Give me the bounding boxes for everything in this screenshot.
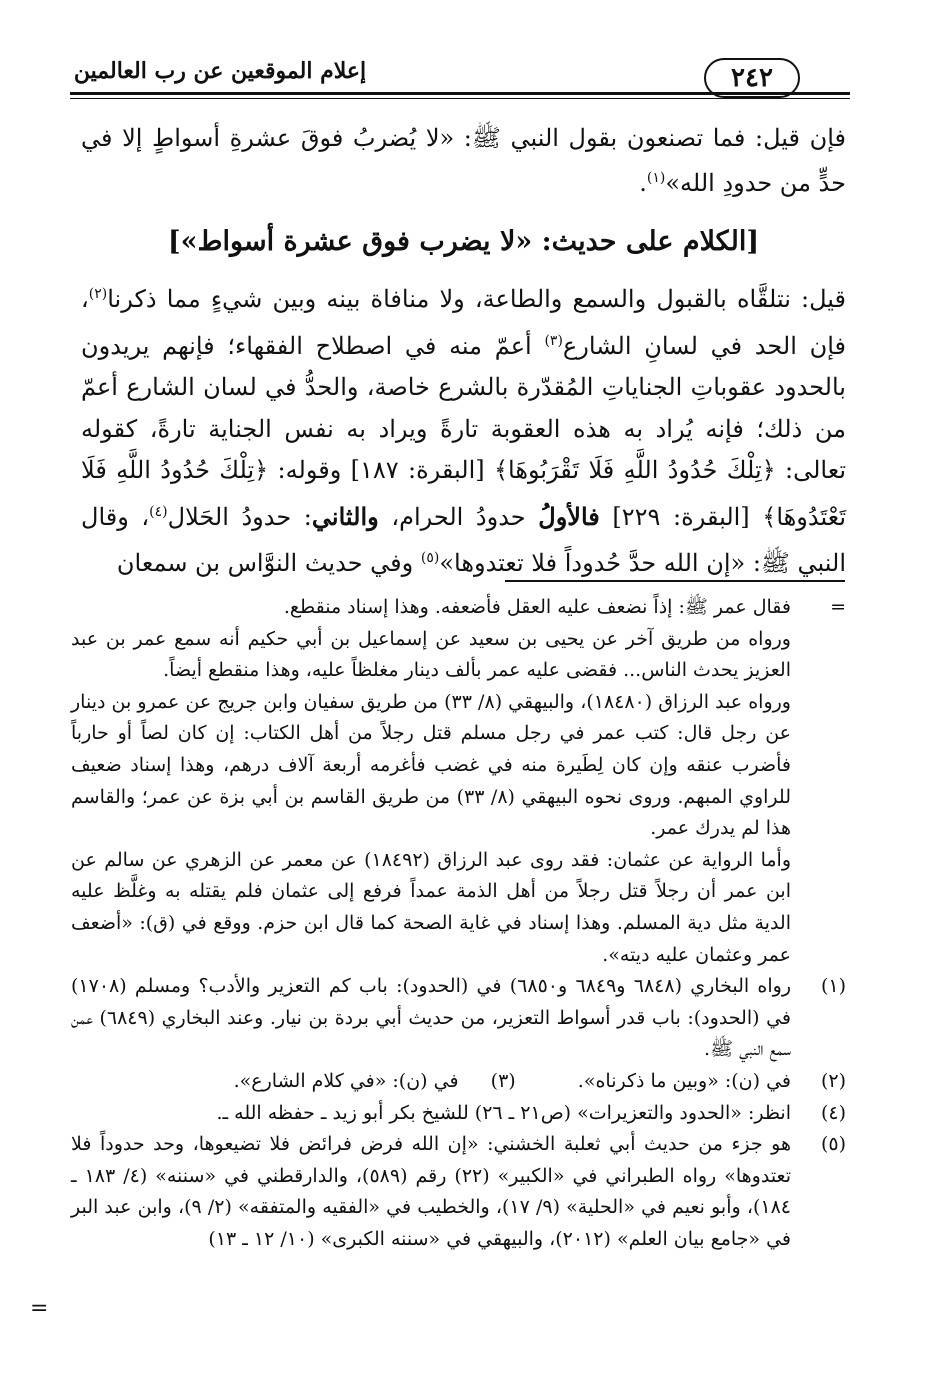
footnote-4 [71,1098,846,1130]
note-a: فقال عمر ﷺ: إذاً نضعف عليه العقل فأضعفه. وهذا إسناد منقطع. [283,596,791,618]
footnote-5-text: هو جزء من حديث أبي ثعلبة الخشني: «إن الله فرض فرائض فلا تضيعوها، وحد حدوداً فلا تعتدوها» رواه الطبراني في «الكبير» (٢٢) رقم (٥٨٩)، والدارقطني في «سننه» (٤/ ١٨٣ ـ ١٨٤)، وأبو نعيم في «الحلية» (٩/ ١٧)، والخطيب في «الفقيه والمتفقه» (٢/ ٩)، وابن عبد البر في «جامع بيان العلم» (٢٠١٢)، والبيهقي في «سننه الكبرى» (١٠/ ١٢ ـ ١٣) [71,1133,792,1250]
header-rule-thin [70,98,850,99]
note-continuation [71,592,846,624]
footnote-4-text: انظر: «الحدود والتعزيرات» (ص٢١ ـ ٢٦) للشيخ بكر أبو زيد ـ حفظه الله ـ. [216,1101,791,1124]
running-title: إعلام الموقعين عن رب العالمين [73,58,367,84]
continued-mark: = [30,1296,49,1321]
section-heading: [الكلام على حديث: «لا يضرب فوق عشرة أسواط»] [167,226,760,257]
main-text-b: ، فإن الحد في لسانِ الشارع [81,285,846,360]
intro-text: فإن قيل: فما تصنعون بقول النبي ﷺ: «لا يُضربُ فوقَ عشرةِ أسواطٍ إلا في حدٍّ من حدودِ الله» [81,124,846,197]
intro-end: . [639,169,647,197]
footnote-5 [71,1129,846,1255]
note-b: ورواه من طريق آخر عن يحيى بن سعيد عن إسماعيل بن أبي حكيم أنه سمع عمر بن عبد العزيز يحدث الناس... فقضى عليه عمر بألف دينار مغلظاً عليه، وهذا منقطع أيضاً. [71,627,791,682]
first-label: فالأولُ [538,501,600,531]
footnote-1-number: (١) [820,975,846,998]
main-text-g: وفي حديث النوَّاس بن سمعان [116,549,421,577]
footnote-3-number: (٣) [490,1069,516,1092]
page-header [70,52,850,104]
footnote-ref-5: (٥) [420,550,440,566]
main-text-f: ، وقال النبي ﷺ: «إن الله حدَّ حُدوداً فلا تعتدوها» [81,502,846,577]
footnote-5-number: (٥) [820,1133,846,1156]
main-text-e: : حدودُ الحَلال [167,502,312,531]
continuation-mark: = [830,596,846,618]
note-c: ورواه عبد الرزاق (١٨٤٨٠)، والبيهقي (٨/ ٣٣) من طريق سفيان وابن جريج عن عمرو بن دينار عن رجل قال: كتب عمر في رجل مسلم قتل رجلاً من أهل الكتاب: إن كان لصاً أو حارباً فأضرب عنقه وإن كان لِطَيرة منه في غضب فأغرمه أربعة آلاف درهم، وهذا إسناد ضعيف للراوي المبهم. وروى نحوه البيهقي (٨/ ٣٣) من طريق القاسم بن أبي بزة عن عمر؛ والقاسم هذا لم يدرك عمر. [71,690,791,840]
footnote-ref-4: (٤) [149,503,168,520]
footnote-ref-2: (٢) [88,286,108,302]
footnote-2-text: في (ن): «وبين ما ذكرناه». [577,1069,791,1092]
footnote-ref-3: (٣) [544,332,563,349]
main-text-a: قيل: نتلقَّاه بالقبول والسمع والطاعة، ولا منافاة بينه وبين شيءٍ مما ذكرنا [107,285,846,313]
note-d: وأما الرواية عن عثمان: فقد روى عبد الرزاق (١٨٤٩٢) عن معمر عن الزهري عن سالم عن ابن عمر أن رجلاً قتل رجلاً من أهل الذمة عمداً فرفع إلى عثمان فلم يقتله به وغلَّظ عليه الدية مثل دية المسلم. وهذا إسناد في غاية الصحة كما قال ابن حزم. ووقع في (ق): «أضعف عمر وعثمان عليه ديته». [71,848,791,966]
footnote-2-number: (٢) [820,1069,846,1092]
footnote-2-3 [71,1066,846,1098]
footnote-1-text: رواه البخاري (٦٨٤٨ و٦٨٤٩ و٦٨٥٠) في (الحدود): باب كم التعزير والأدب؟ ومسلم (١٧٠٨) في (الحدود): باب قدر أسواط التعزير، من حديث أبي بردة بن نيار. وعند البخاري (٦٨٤٩) عمن سمع النبي ﷺ. [71,975,792,1061]
page-number: ٢٤٢ [704,58,800,98]
intro-paragraph [81,118,846,203]
footnote-1 [71,971,846,1066]
main-text-d: حدودُ الحرام، [378,502,539,531]
main-text-c: أعمّ منه في اصطلاح الفقهاء؛ فإنهم يريدون بالحدود عقوباتِ الجناياتِ المُقدّرة بالشرع خاصة، والحدُّ في لسان الشارع أعمّ من ذلك؛ فإنه يُراد به هذه العقوبة تارةً ويراد به نفس الجناية تارةً، كقوله تعالى: ﴿تِلْكَ حُدُودُ اللَّهِ فَلَا تَقْرَبُوهَا﴾ [البقرة: ١٨٧] وقوله: ﴿تِلْكَ حُدُودُ اللَّهِ فَلَا تَعْتَدُوهَا﴾ [البقرة: ٢٢٩] [81,331,846,531]
second-label: والثاني [311,501,379,531]
footnote-ref-1: (١) [646,170,666,186]
footnotes [71,592,846,1255]
footnote-3-text: في (ن): «في كلام الشارع». [233,1069,459,1092]
footnote-separator [505,580,845,582]
main-paragraph [81,274,846,585]
footnote-4-number: (٤) [820,1101,846,1124]
header-rule [70,92,850,95]
